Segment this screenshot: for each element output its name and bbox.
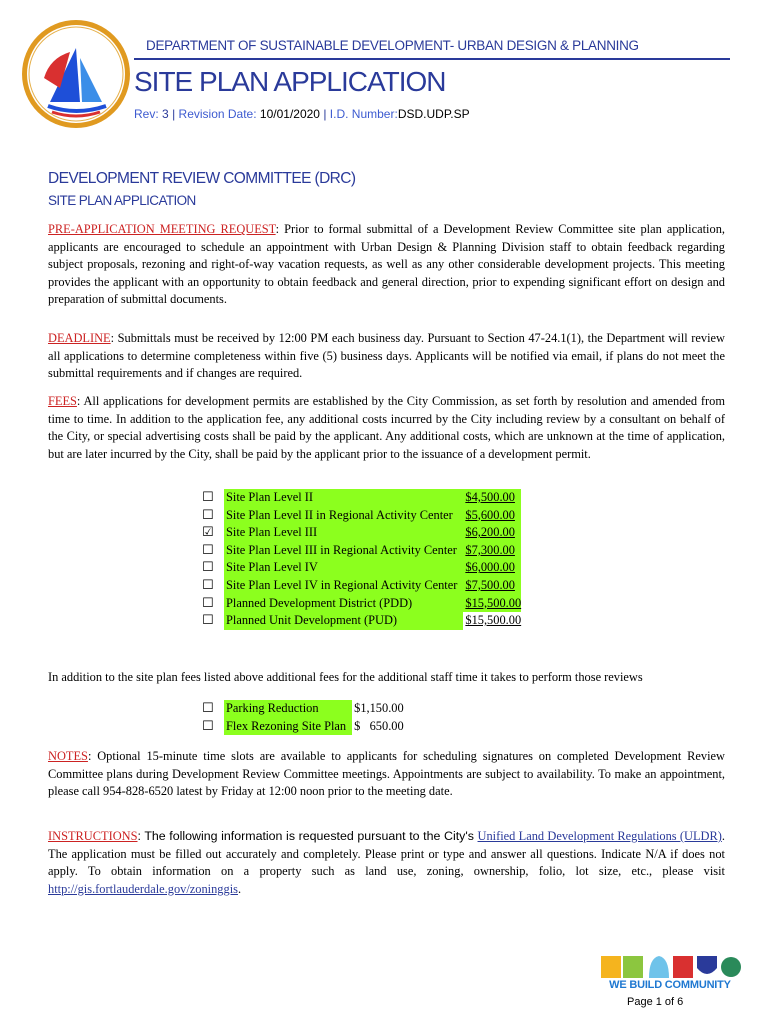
fee-name: Site Plan Level IV in Regional Activity Center [224, 577, 463, 595]
fee-table [202, 489, 521, 630]
separator: | [172, 107, 176, 121]
fee-row [202, 595, 521, 613]
fee-row [202, 507, 521, 525]
separator: | [323, 107, 327, 121]
additional-fee-amount: $ 650.00 [354, 718, 404, 733]
fee-name: Site Plan Level II in Regional Activity Center [224, 507, 463, 525]
checkbox-icon[interactable]: ☐ [202, 542, 214, 558]
pre-application-paragraph [48, 221, 725, 309]
fee-name: Site Plan Level III in Regional Activity Center [224, 542, 463, 560]
fee-row [202, 489, 521, 507]
notes-label: NOTES [48, 749, 88, 763]
additional-fee-row [202, 700, 404, 718]
fee-name: Site Plan Level III [224, 524, 463, 542]
fee-amount: $4,500.00 [463, 489, 521, 507]
revision-date-value: 10/01/2020 [259, 107, 320, 121]
page-title: SITE PLAN APPLICATION [134, 66, 446, 97]
zoning-gis-link[interactable]: http://gis.fortlauderdale.gov/zoninggis [48, 881, 238, 896]
fee-amount: $5,600.00 [463, 507, 521, 525]
pre-application-text: : Prior to formal submittal of a Development Review Committee site plan application, applicants are encouraged to schedule an appointment with Urban Design & Planning Division staff to obtain feedback regarding subject proposals, rezoning and right-of-way vacation requests, as well as any other considerable development projects. This meeting provides the applicant with an opportunity to obtain feedback and general direction, prior to expending significant effort on design and preparation of submittal documents. [48, 222, 725, 306]
checkbox-icon[interactable]: ☐ [202, 701, 214, 716]
additional-fees-paragraph: In addition to the site plan fees listed above additional fees for the additional staff time it takes to perform those reviews [48, 670, 643, 684]
notes-paragraph [48, 748, 725, 801]
section-subheading: SITE PLAN APPLICATION [48, 193, 196, 208]
deadline-paragraph [48, 330, 725, 383]
instructions-text-1: : The following information is requested pursuant to the City's [137, 829, 478, 843]
fee-amount: $15,500.00 [465, 613, 522, 628]
department-name: DEPARTMENT OF SUSTAINABLE DEVELOPMENT- URBAN DESIGN & PLANNING [146, 38, 639, 53]
checkbox-icon[interactable]: ☐ [202, 595, 214, 611]
uldr-link[interactable]: Unified Land Development Regulations (ULDR) [477, 829, 722, 843]
checkbox-icon[interactable]: ☐ [202, 718, 214, 734]
logo-text: WE BUILD COMMUNITY [609, 979, 731, 991]
fee-amount: $6,200.00 [463, 524, 521, 542]
id-label: I.D. Number: [329, 107, 398, 121]
checkbox-icon[interactable]: ☐ [202, 490, 214, 505]
page-number: Page 1 of 6 [627, 996, 684, 1008]
pre-application-label: PRE-APPLICATION MEETING REQUEST [48, 222, 276, 236]
fees-paragraph [48, 393, 725, 463]
rev-label: Rev: [134, 107, 159, 121]
fee-row [202, 542, 521, 560]
fee-name: Planned Unit Development (PUD) [224, 612, 463, 630]
checkbox-icon[interactable]: ☐ [202, 507, 214, 523]
checkbox-icon[interactable]: ☐ [202, 560, 214, 576]
additional-fee-name: Parking Reduction [224, 700, 352, 718]
instructions-label: INSTRUCTIONS [48, 829, 138, 843]
header-rule [134, 58, 730, 60]
deadline-label: DEADLINE [48, 331, 111, 345]
checkbox-icon[interactable]: ☐ [202, 613, 214, 629]
fee-amount: $7,500.00 [463, 577, 521, 595]
notes-text: : Optional 15-minute time slots are available to applicants for scheduling signatures on completed Development Review Committee plans during Development Review Committee meetings. Appointments are subject to availability. To make an appointment, please call 954-828-6520 latest by Friday at 12:00 noon prior to the meeting date. [48, 749, 725, 798]
additional-fee-amount: $1,150.00 [354, 701, 404, 715]
fee-name: Site Plan Level IV [224, 559, 463, 577]
fee-amount: $7,300.00 [463, 542, 521, 560]
revision-date-label: Revision Date: [178, 107, 257, 121]
instructions-text-2: . The application must be filled out accurately and completely. Please print or type and answer all questions. Indicate N/A if does not apply. To obtain information on a property such as land use, zoning, ownership, folio, lot size, etc., please visit [48, 829, 725, 878]
revision-line [134, 107, 470, 121]
city-seal-icon [20, 18, 132, 130]
fee-row [202, 577, 521, 595]
checked-checkbox-icon[interactable]: ☑ [202, 525, 214, 541]
additional-fee-table [202, 700, 404, 735]
fee-amount: $15,500.00 [463, 595, 521, 613]
instructions-text-3: . [237, 881, 242, 896]
id-value: DSD.UDP.SP [397, 107, 470, 121]
section-heading: DEVELOPMENT REVIEW COMMITTEE (DRC) [48, 170, 356, 187]
instructions-paragraph [48, 828, 725, 898]
fees-text: : All applications for development permits are established by the City Commission, as set forth by resolution and amended from time to time. In addition to the application fee, any additional costs incurred by the City including review by a consultant on behalf of the City, or special advertising costs shall be paid by the applicant. Any additional costs, which are unknown at the time of application, but are later incurred by the City, shall be paid by the applicant prior to the issuance of a development permit. [48, 394, 725, 461]
fee-amount: $6,000.00 [463, 559, 521, 577]
fees-label: FEES [48, 394, 77, 408]
fee-row [202, 524, 521, 542]
rev-value: 3 [162, 107, 169, 121]
additional-fee-row [202, 718, 404, 736]
deadline-text: : Submittals must be received by 12:00 PM each business day. Pursuant to Section 47-24.1(1), the Department will review all applications to determine completeness within five (5) business days. Applicants will be notified via email, if plans do not meet the submittal requirements and if changes are required. [48, 331, 725, 380]
checkbox-icon[interactable]: ☐ [202, 577, 214, 593]
fee-name: Site Plan Level II [224, 489, 463, 507]
fee-row [202, 612, 521, 630]
fee-name: Planned Development District (PDD) [224, 595, 463, 613]
fee-row [202, 559, 521, 577]
additional-fee-name: Flex Rezoning Site Plan [224, 718, 352, 736]
